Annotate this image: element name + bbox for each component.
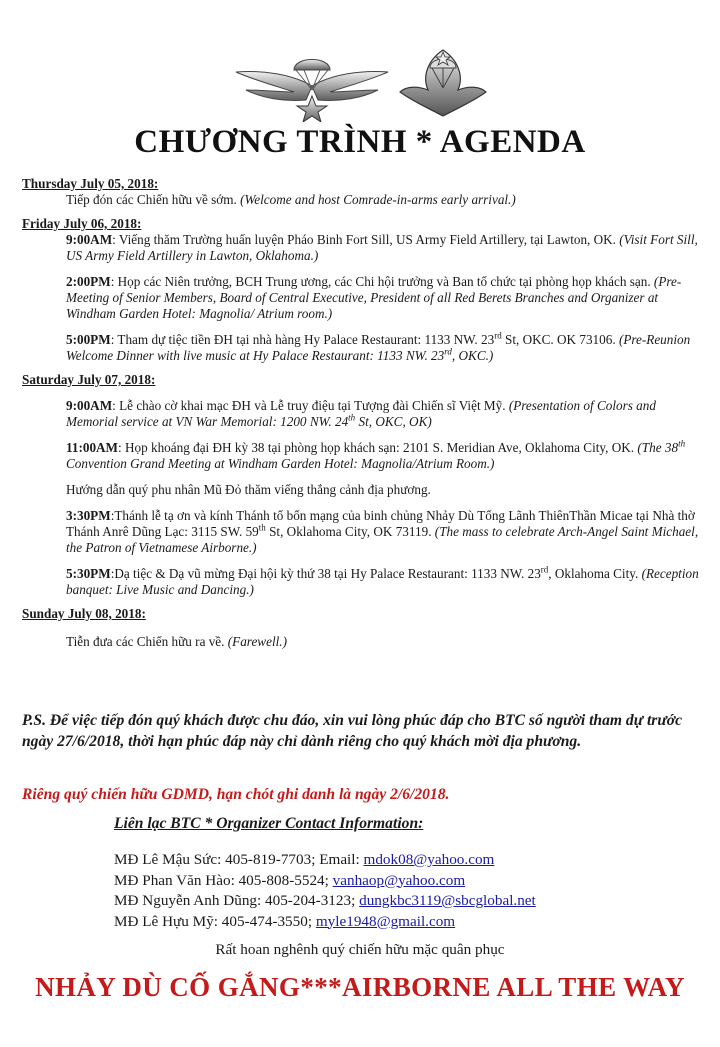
contact-item bbox=[114, 850, 714, 871]
agenda-entry bbox=[66, 398, 710, 430]
email-link[interactable]: vanhaop@yahoo.com bbox=[332, 871, 466, 889]
entry-note: (Presentation of Colors and Memorial service at VN War Memorial: 1200 NW. 24 bbox=[66, 398, 656, 429]
contact-label: MĐ Phan Văn Hào: 405-808-5524; bbox=[114, 871, 333, 889]
contact-heading-colon: : bbox=[418, 815, 424, 832]
agenda-entry bbox=[66, 274, 710, 322]
agenda-entry bbox=[66, 508, 710, 556]
entry-text: St, OKC. OK 73106. bbox=[501, 332, 619, 347]
entry-note: (The mass to celebrate Arch-Angel Saint Michael, the Patron of Vietnamese Airborne.) bbox=[66, 524, 699, 555]
entry-text: Hướng dẫn quý phu nhân Mũ Đỏ thăm viếng thắng cảnh địa phương. bbox=[66, 482, 431, 497]
ordinal-suffix: rd bbox=[540, 564, 549, 575]
emblem-row bbox=[0, 46, 720, 122]
ordinal-suffix: rd bbox=[494, 330, 502, 341]
registration-deadline: Riêng quý chiến hữu GDMD, hạn chót ghi danh là ngày 2/6/2018. bbox=[22, 786, 450, 803]
entry-text: St, Oklahoma City, OK 73119. bbox=[265, 524, 435, 539]
entry-time: 9:00AM bbox=[66, 232, 113, 247]
email-link[interactable]: myle1948@gmail.com bbox=[315, 912, 456, 930]
motto-banner: NHẢY DÙ CỐ GẮNG***AIRBORNE ALL THE WAY bbox=[35, 972, 685, 1002]
agenda-entry bbox=[66, 440, 710, 472]
ordinal-suffix: th bbox=[258, 522, 266, 533]
day-heading-saturday: Saturday July 07, 2018: bbox=[22, 372, 156, 387]
entry-text: : Họp khoáng đại ĐH kỳ 38 tại phòng họp khách sạn: 2101 S. Meridian Ave, Oklahoma City, OK. bbox=[118, 440, 638, 455]
page-title: CHƯƠNG TRÌNH * AGENDA bbox=[134, 124, 586, 160]
day-heading-sunday: Sunday July 08, 2018: bbox=[22, 606, 146, 621]
entry-text: : Tham dự tiệc tiền ĐH tại nhà hàng Hy Palace Restaurant: 1133 NW. 23 bbox=[110, 332, 495, 347]
entry-time: 11:00AM bbox=[66, 440, 119, 455]
master-parachutist-badge-icon bbox=[398, 46, 488, 122]
entry-text: Tiễn đưa các Chiến hữu ra về. bbox=[66, 634, 228, 649]
agenda-entry bbox=[66, 566, 710, 598]
agenda-entry bbox=[66, 482, 710, 498]
contact-item bbox=[114, 871, 714, 892]
entry-note: (Visit Fort Sill, US Army Field Artillery in Lawton, Oklahoma.) bbox=[66, 232, 698, 263]
entry-time: 2:00PM bbox=[66, 274, 111, 289]
entry-text: :Dạ tiệc & Dạ vũ mừng Đại hội kỳ thứ 38 tại Hy Palace Restaurant: 1133 NW. 23 bbox=[110, 566, 541, 581]
agenda-entry bbox=[66, 232, 710, 264]
entry-time: 5:30PM bbox=[66, 566, 111, 581]
entry-time: 3:30PM bbox=[66, 508, 111, 523]
day-block-thursday bbox=[66, 192, 710, 208]
agenda-entry bbox=[66, 634, 710, 650]
contact-item bbox=[114, 891, 714, 912]
contact-label: MĐ Lê Mậu Sức: 405-819-7703; Email: bbox=[114, 851, 364, 868]
entry-note: (Pre-Meeting of Senior Members, Board of Central Executive, President of all Red Berets Branches and Organizer at Windham Garden Hotel: Magnolia/ Atrium room.) bbox=[66, 274, 682, 321]
contact-list bbox=[114, 850, 714, 932]
entry-note: , OKC.) bbox=[451, 348, 494, 363]
agenda-entry bbox=[66, 332, 710, 364]
email-link[interactable]: dungkbc3119@sbcglobal.net bbox=[359, 892, 536, 909]
contact-heading bbox=[114, 815, 423, 833]
day-heading-thursday: Thursday July 05, 2018: bbox=[22, 176, 159, 191]
uniform-welcome-note: Rất hoan nghênh quý chiến hữu mặc quân phục bbox=[215, 941, 505, 958]
entry-text: Tiếp đón các Chiến hữu về sớm. bbox=[66, 192, 241, 207]
entry-time: 9:00AM bbox=[66, 398, 113, 413]
entry-text: , Oklahoma City. bbox=[548, 566, 642, 581]
contact-label: MĐ Lê Hựu Mỹ: 405-474-3550; bbox=[114, 912, 316, 930]
entry-text: : Viếng thăm Trường huấn luyện Pháo Binh Fort Sill, US Army Field Artillery, tại Lawton, OK. bbox=[112, 232, 620, 247]
entry-note: (Reception banquet: Live Music and Dancing.) bbox=[66, 566, 699, 597]
ps-note: P.S. Để việc tiếp đón quý khách được chu đáo, xin vui lòng phúc đáp cho BTC số người tham dự trước ngày 27/6/2018, thời hạn phúc đáp này chỉ dành riêng cho quý khách mời địa phương. bbox=[22, 712, 682, 750]
entry-note: (Welcome and host Comrade-in-arms early arrival.) bbox=[240, 192, 516, 207]
entry-note: St, OKC, OK) bbox=[355, 414, 432, 429]
ordinal-suffix: rd bbox=[444, 346, 452, 357]
contact-label: MĐ Nguyễn Anh Dũng: 405-204-3123; bbox=[114, 892, 360, 909]
entry-text: : Lễ chào cờ khai mạc ĐH và Lễ truy điệu tại Tượng đài Chiến sĩ Việt Mỹ. bbox=[112, 398, 509, 413]
entry-text: : Họp các Niên trưởng, BCH Trung ương, các Chi hội trưởng và Ban tổ chức tại phòng họp khách sạn. bbox=[110, 274, 654, 289]
ordinal-suffix: th bbox=[348, 412, 356, 423]
entry-time: 5:00PM bbox=[66, 332, 111, 347]
entry-note: Convention Grand Meeting at Windham Garden Hotel: Magnolia/Atrium Room.) bbox=[66, 456, 495, 471]
entry-note: (Farewell.) bbox=[227, 634, 287, 649]
day-block-saturday bbox=[66, 398, 710, 598]
parachutist-wings-icon bbox=[232, 46, 392, 122]
contact-item bbox=[114, 912, 714, 933]
ordinal-suffix: th bbox=[678, 438, 686, 449]
agenda-body bbox=[22, 176, 710, 650]
entry-note: (The 38 bbox=[637, 440, 679, 455]
day-block-sunday bbox=[66, 634, 710, 650]
entry-note: (Pre-Reunion Welcome Dinner with live music at Hy Palace Restaurant: 1133 NW. 23 bbox=[66, 332, 691, 363]
day-block-friday bbox=[66, 232, 710, 364]
contact-heading-text: Liên lạc BTC * Organizer Contact Information bbox=[114, 815, 419, 832]
day-heading-friday: Friday July 06, 2018: bbox=[22, 216, 142, 231]
email-link[interactable]: mdok08@yahoo.com bbox=[363, 851, 495, 868]
agenda-entry bbox=[66, 192, 710, 208]
entry-text: :Thánh lễ tạ ơn và kính Thánh tổ bổn mạng của binh chủng Nhảy Dù Tổng Lãnh ThiênThần Micae tại Nhà thờ Thánh Anrê Dũng Lạc: 3115 SW. 59 bbox=[66, 508, 695, 539]
